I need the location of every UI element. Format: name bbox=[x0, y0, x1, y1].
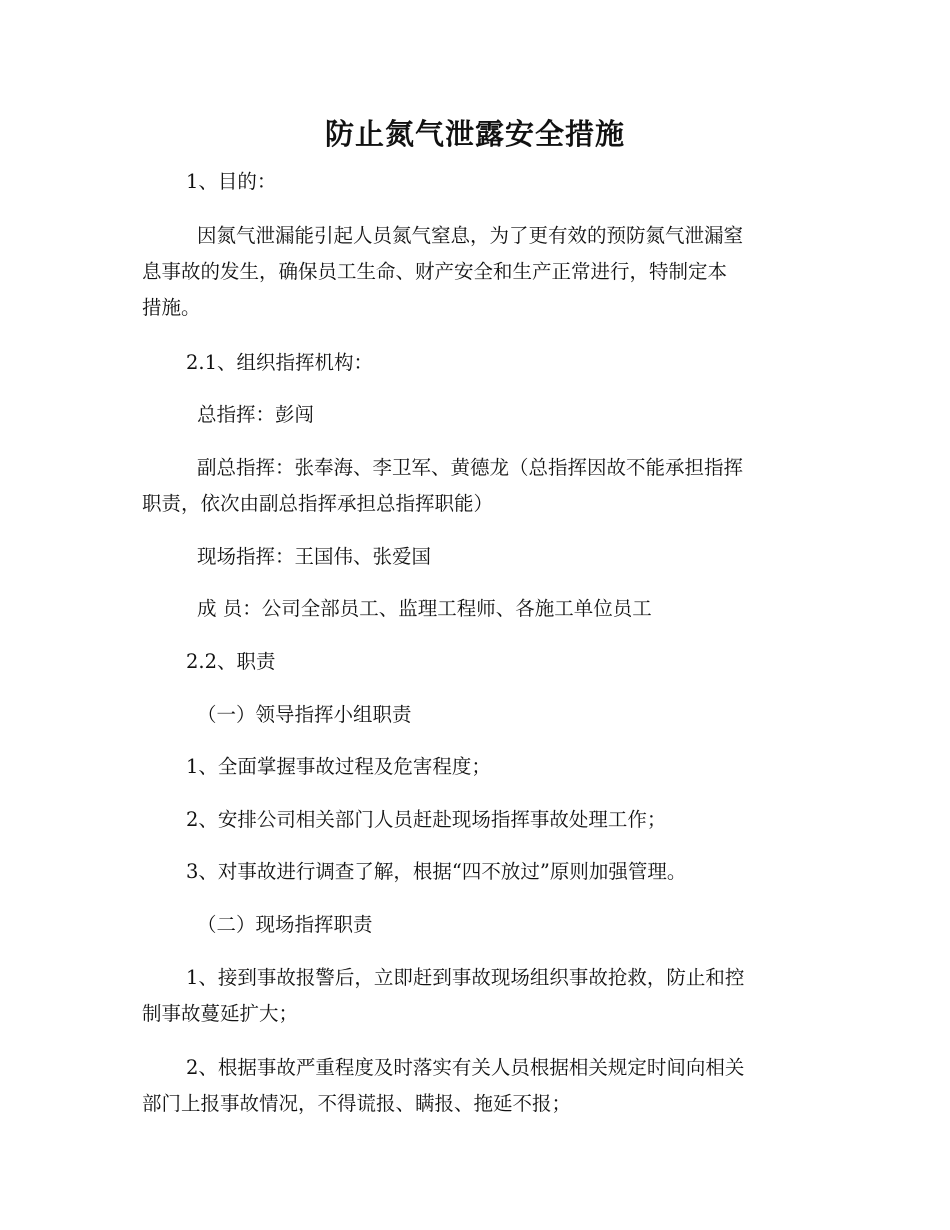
purpose-text-line-2: 息事故的发生，确保员工生命、财产安全和生产正常进行，特制定本 bbox=[142, 260, 728, 283]
subsection-2-item-2-line-1: 2、根据事故严重程度及时落实有关人员根据相关规定时间向相关 bbox=[186, 1056, 745, 1079]
section-2-1-heading: 2.1、组织指挥机构： bbox=[186, 351, 374, 374]
site-commander: 现场指挥：王国伟、张爱国 bbox=[197, 545, 432, 568]
members: 成 员：公司全部员工、监理工程师、各施工单位员工 bbox=[197, 597, 652, 620]
purpose-text-line-3: 措施。 bbox=[142, 296, 201, 319]
subsection-2-item-1-line-1: 1、接到事故报警后，立即赶到事故现场组织事故抢救，防止和控 bbox=[186, 966, 745, 989]
section-2-2-heading: 2.2、职责 bbox=[186, 650, 276, 673]
purpose-text-line-1: 因氮气泄漏能引起人员氮气窒息，为了更有效的预防氮气泄漏窒 bbox=[197, 224, 744, 247]
deputy-commander-line-2: 职责，依次由副总指挥承担总指挥职能） bbox=[142, 492, 494, 515]
subsection-2-heading: （二）现场指挥职责 bbox=[197, 913, 373, 936]
subsection-2-item-2-line-2: 部门上报事故情况，不得谎报、瞒报、拖延不报； bbox=[142, 1092, 572, 1115]
section-1-heading: 1、目的： bbox=[186, 170, 277, 193]
subsection-1-heading: （一）领导指挥小组职责 bbox=[197, 703, 412, 726]
subsection-1-item-1: 1、全面掌握事故过程及危害程度； bbox=[186, 755, 491, 778]
document-title: 防止氮气泄露安全措施 bbox=[324, 117, 625, 151]
deputy-commander-line-1: 副总指挥：张奉海、李卫军、黄德龙（总指挥因故不能承担指挥 bbox=[197, 456, 744, 479]
subsection-1-item-2: 2、安排公司相关部门人员赶赴现场指挥事故处理工作； bbox=[186, 808, 667, 831]
chief-commander: 总指挥：彭闯 bbox=[197, 403, 315, 426]
subsection-2-item-1-line-2: 制事故蔓延扩大； bbox=[142, 1002, 299, 1025]
subsection-1-item-3: 3、对事故进行调查了解，根据“四不放过”原则加强管理。 bbox=[186, 860, 687, 883]
